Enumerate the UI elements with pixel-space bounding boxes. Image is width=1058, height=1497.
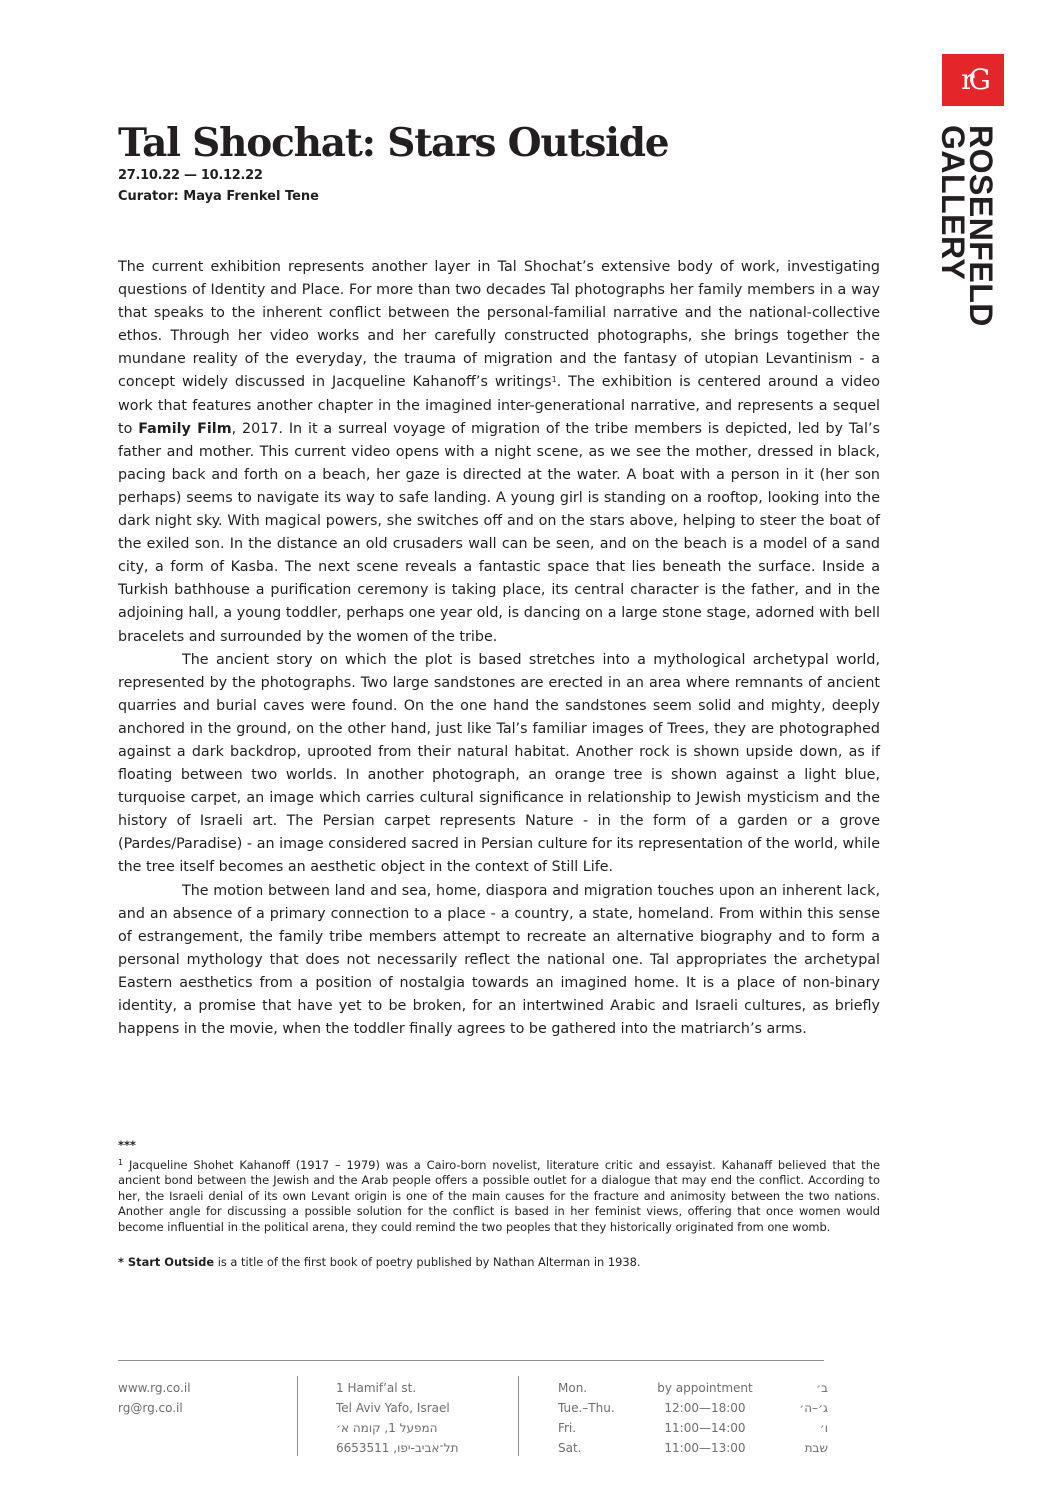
hours-day: Sat. <box>558 1441 582 1455</box>
footer-address <box>336 1378 458 1458</box>
paragraph-2: The ancient story on which the plot is based stretches into a mythological archetypal world, represented by the photographs. Two large sandstones are erected in an area where remnants of ancient quarries and burial caves were found. On the one hand the sandstones seem solid and mighty, deeply anchored in the ground, on the other hand, just like Tal’s familiar images of Trees, they are photographed against a dark backdrop, uprooted from their natural habitat. Another rock is shown upside down, as if floating between two worlds. In another photograph, an orange tree is shown against a light blue, turquoise carpet, an image which carries cultural significance in relationship to Jewish mysticism and the history of Israeli art. The Persian carpet represents Nature - in the form of a garden or a grove (Pardes/Paradise) - an image considered sacred in Persian culture for its representation of the world, while the tree itself becomes an aesthetic object in the context of Still Life. <box>118 651 880 876</box>
brand-wordmark <box>935 125 1010 335</box>
address-line: 1 Hamif’al st. <box>336 1381 417 1395</box>
footnote-2 <box>118 1255 880 1271</box>
logo-mark: rG <box>961 63 985 96</box>
hours-time: 11:00—14:00 <box>664 1421 746 1435</box>
address-line-hebrew: תל־אביב-יפו, 6653511 <box>336 1441 459 1455</box>
footer-contact <box>118 1378 191 1418</box>
footer-separator <box>297 1376 298 1456</box>
footnote-1-marker: 1 <box>118 1157 124 1167</box>
hours-day-hebrew: ג׳–ה׳ <box>799 1401 828 1415</box>
hours-day-hebrew: ב׳ <box>816 1381 828 1395</box>
paragraph-1-text-c: , 2017. In it a surreal voyage of migration of the tribe members is depicted, led by Tal’s father and mother. This current video opens with a night scene, as we see the mother, dressed in black, pacing back and forth on a beach, her gaze is directed at the water. A boat with a person in it (her son perhaps) seems to navigate its way to safe landing. A young girl is standing on a rooftop, looking into the dark night sky. With magical powers, she switches off and on the stars above, helping to steer the boat of the exiled son. In the distance an old crusaders wall can be seen, and on the beach is a model of a sand city, a form of Kasba. The next scene reveals a fantastic space that lies beneath the surface. Inside a Turkish bathhouse a purification ceremony is taking place, its central character is the father, and in the adjoining hall, a young toddler, perhaps one year old, is dancing on a large stone stage, adorned with bell bracelets and surrounded by the women of the tribe. <box>118 420 880 645</box>
footnote-1 <box>118 1158 880 1236</box>
hours-time: 11:00—13:00 <box>664 1441 746 1455</box>
website-link[interactable]: www.rg.co.il <box>118 1381 191 1395</box>
gallery-logo <box>942 54 1004 106</box>
footer-separator <box>518 1376 519 1456</box>
paragraph-1-text-b: . The exhibition is centered around a video work that features another chapter in the imagined inter-generational narrative, and represents a sequel to <box>118 374 880 437</box>
hours-row <box>558 1398 828 1418</box>
footnote-2-title: * Start Outside <box>118 1254 215 1269</box>
paragraph-1 <box>118 256 880 649</box>
address-line: Tel Aviv Yafo, Israel <box>336 1401 450 1415</box>
exhibition-dates: 27.10.22 — 10.12.22 <box>118 168 263 183</box>
hours-day-hebrew: שבת <box>804 1441 828 1455</box>
footnote-2-text: is a title of the first book of poetry published by Nathan Alterman in 1938. <box>214 1254 641 1269</box>
brand-line-rosenfeld: ROSENFELD <box>963 125 999 327</box>
hours-time: 12:00—18:00 <box>664 1401 746 1415</box>
hours-day-hebrew: ו׳ <box>819 1421 828 1435</box>
footnote-separator: *** <box>118 1138 136 1152</box>
footnote-ref: 1 <box>551 375 557 385</box>
hours-time: by appointment <box>657 1381 753 1395</box>
hours-day: Fri. <box>558 1421 577 1435</box>
hours-day: Mon. <box>558 1381 588 1395</box>
footer-divider <box>118 1360 824 1361</box>
exhibition-title: Tal Shochat: Stars Outside <box>118 120 669 166</box>
hours-row <box>558 1378 828 1398</box>
hours-row <box>558 1438 828 1458</box>
curator-credit: Curator: Maya Frenkel Tene <box>118 189 319 204</box>
hours-day: Tue.–Thu. <box>558 1401 615 1415</box>
address-line-hebrew: המפעל 1, קומה א׳ <box>336 1421 438 1435</box>
brand-line-gallery: GALLERY <box>935 125 971 281</box>
footnote-1-text: Jacqueline Shohet Kahanoff (1917 – 1979) was a Cairo-born novelist, literature critic and essayist. Kahanaff believed that the ancient bond between the Jewish and the Arab people offers a possible outlet for a dialogue that may end the conflict. According to her, the Israeli denial of its own Levant origin is one of the main causes for the fracture and animosity between the two nations. Another angle for discussing a possible solution for the conflict is based in her feminist views, offering that once women would become influential in the political arena, they could remind the two peoples that they historically originated from one womb. <box>118 1157 880 1234</box>
email-link[interactable]: rg@rg.co.il <box>118 1401 183 1415</box>
hours-row <box>558 1418 828 1438</box>
footnotes <box>118 1138 880 1270</box>
exhibition-text <box>118 256 880 1041</box>
paragraph-3: The motion between land and sea, home, diaspora and migration touches upon an inherent lack, and an absence of a primary connection to a place - a country, a state, homeland. From within this sense of estrangement, the family tribe members attempt to recreate an alternative biography and to form a personal mythology that does not necessarily reflect the national one. Tal appropriates the archetypal Eastern aesthetics from a position of nostalgia towards an imagined home. It is a place of non-binary identity, a promise that have yet to be broken, for an intertwined Arabic and Israeli cultures, as briefly happens in the movie, when the toddler finally agrees to be gathered into the matriarch’s arms. <box>118 882 880 1038</box>
paragraph-1-text-a: The current exhibition represents another layer in Tal Shochat’s extensive body of work, investigating questions of Identity and Place. For more than two decades Tal photographs her family members in a way that speaks to the inherent conflict between the personal-familial narrative and the national-collective ethos. Through her video works and her carefully constructed photographs, she brings together the mundane reality of the everyday, the trauma of migration and the fantasy of utopian Levantinism - a concept widely discussed in Jacqueline Kahanoff’s writings <box>118 259 880 391</box>
work-title-family-film: Family Film <box>138 420 232 437</box>
